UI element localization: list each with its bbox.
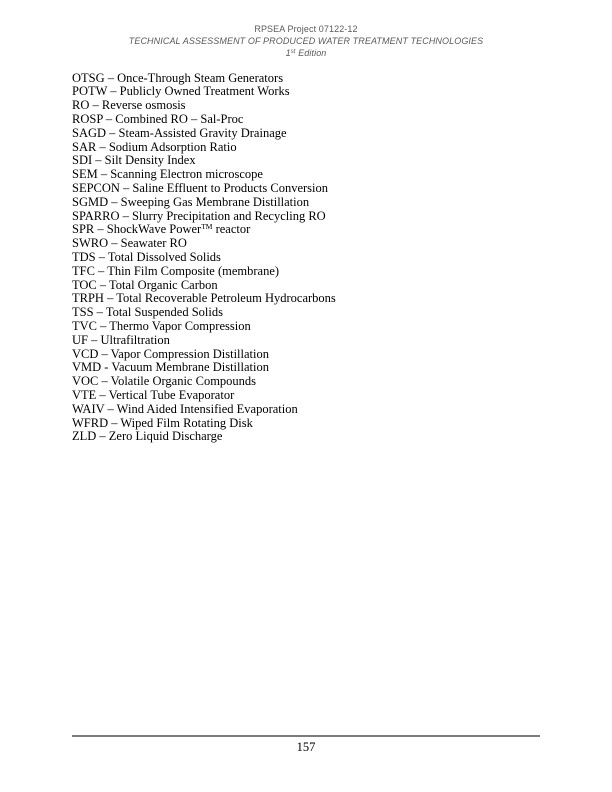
acronym-list [72,72,552,445]
acronym-item-text: TDS – Total Dissolved Solids [72,249,221,264]
acronym-item-text: SGMD – Sweeping Gas Membrane Distillation [72,194,310,209]
acronym-item-text: TFC – Thin Film Composite (membrane) [72,263,280,278]
acronym-item [72,430,552,444]
acronym-item-text: POTW – Publicly Owned Treatment Works [72,84,290,99]
acronym-item-text: WAIV – Wind Aided Intensified Evaporation [72,401,298,416]
acronym-item-text: SAGD – Steam-Assisted Gravity Drainage [72,125,287,140]
acronym-item [72,389,552,403]
acronym-item [72,154,552,168]
acronym-item [72,72,552,86]
acronym-item [72,237,552,251]
acronym-item-text: TVC – Thermo Vapor Compression [72,318,251,333]
acronym-item-text: UF – Ultrafiltration [72,332,170,347]
acronym-item [72,306,552,320]
acronym-item [72,196,552,210]
header-title-line: TECHNICAL ASSESSMENT OF PRODUCED WATER TREATMENT TECHNOLOGIES [128,36,484,46]
header-project-line: RPSEA Project 07122-12 [254,24,358,34]
acronym-item-text: OTSG – Once-Through Steam Generators [72,70,284,85]
acronym-item [72,113,552,127]
acronym-item [72,141,552,155]
acronym-item [72,348,552,362]
acronym-item-text: SPARRO – Slurry Precipitation and Recycling RO [72,208,326,223]
acronym-item [72,223,552,237]
page-number: 157 [296,740,316,754]
acronym-item-text: ROSP – Combined RO – Sal-Proc [72,111,244,126]
acronym-item [72,182,552,196]
acronym-item [72,85,552,99]
acronym-item [72,292,552,306]
acronym-item-text: SEPCON – Saline Effluent to Products Conversion [72,180,329,195]
acronym-item-text: VTE – Vertical Tube Evaporator [72,387,235,402]
acronym-item-text: TSS – Total Suspended Solids [72,305,223,320]
acronym-item [72,417,552,431]
page-header [0,23,612,59]
edition-number: 1 [285,48,291,58]
acronym-item-text: TOC – Total Organic Carbon [72,277,218,292]
acronym-item-text: RO – Reverse osmosis [72,98,186,113]
acronym-item-text: VCD – Vapor Compression Distillation [72,346,269,361]
acronym-item [72,210,552,224]
footer-rule [72,735,540,737]
acronym-item [72,168,552,182]
header-edition-line [0,47,612,59]
acronym-item-text: SAR – Sodium Adsorption Ratio [72,139,237,154]
acronym-item-text: VMD - Vacuum Membrane Distillation [72,360,269,375]
acronym-item-text: SEM – Scanning Electron microscope [72,167,263,182]
acronym-item-text: VOC – Volatile Organic Compounds [72,374,257,389]
acronym-item [72,375,552,389]
edition-word: Edition [298,48,327,58]
acronym-item [72,265,552,279]
acronym-item-text: TRPH – Total Recoverable Petroleum Hydrocarbons [72,291,336,306]
acronym-item [72,320,552,334]
acronym-item [72,251,552,265]
acronym-item [72,279,552,293]
acronym-item [72,361,552,375]
edition-ordinal-suffix: st [290,49,296,55]
trademark-superscript: TM [201,222,213,232]
acronym-item [72,127,552,141]
acronym-item-text: SWRO – Seawater RO [72,236,187,251]
acronym-item [72,99,552,113]
acronym-item [72,403,552,417]
acronym-item-text: WFRD – Wiped Film Rotating Disk [72,415,253,430]
acronym-item-text-after: reactor [212,222,251,237]
acronym-item-text: SPR – ShockWave Power [72,222,202,237]
acronym-item-text: SDI – Silt Density Index [72,153,196,168]
acronym-item [72,334,552,348]
acronym-item-text: ZLD – Zero Liquid Discharge [72,429,223,444]
